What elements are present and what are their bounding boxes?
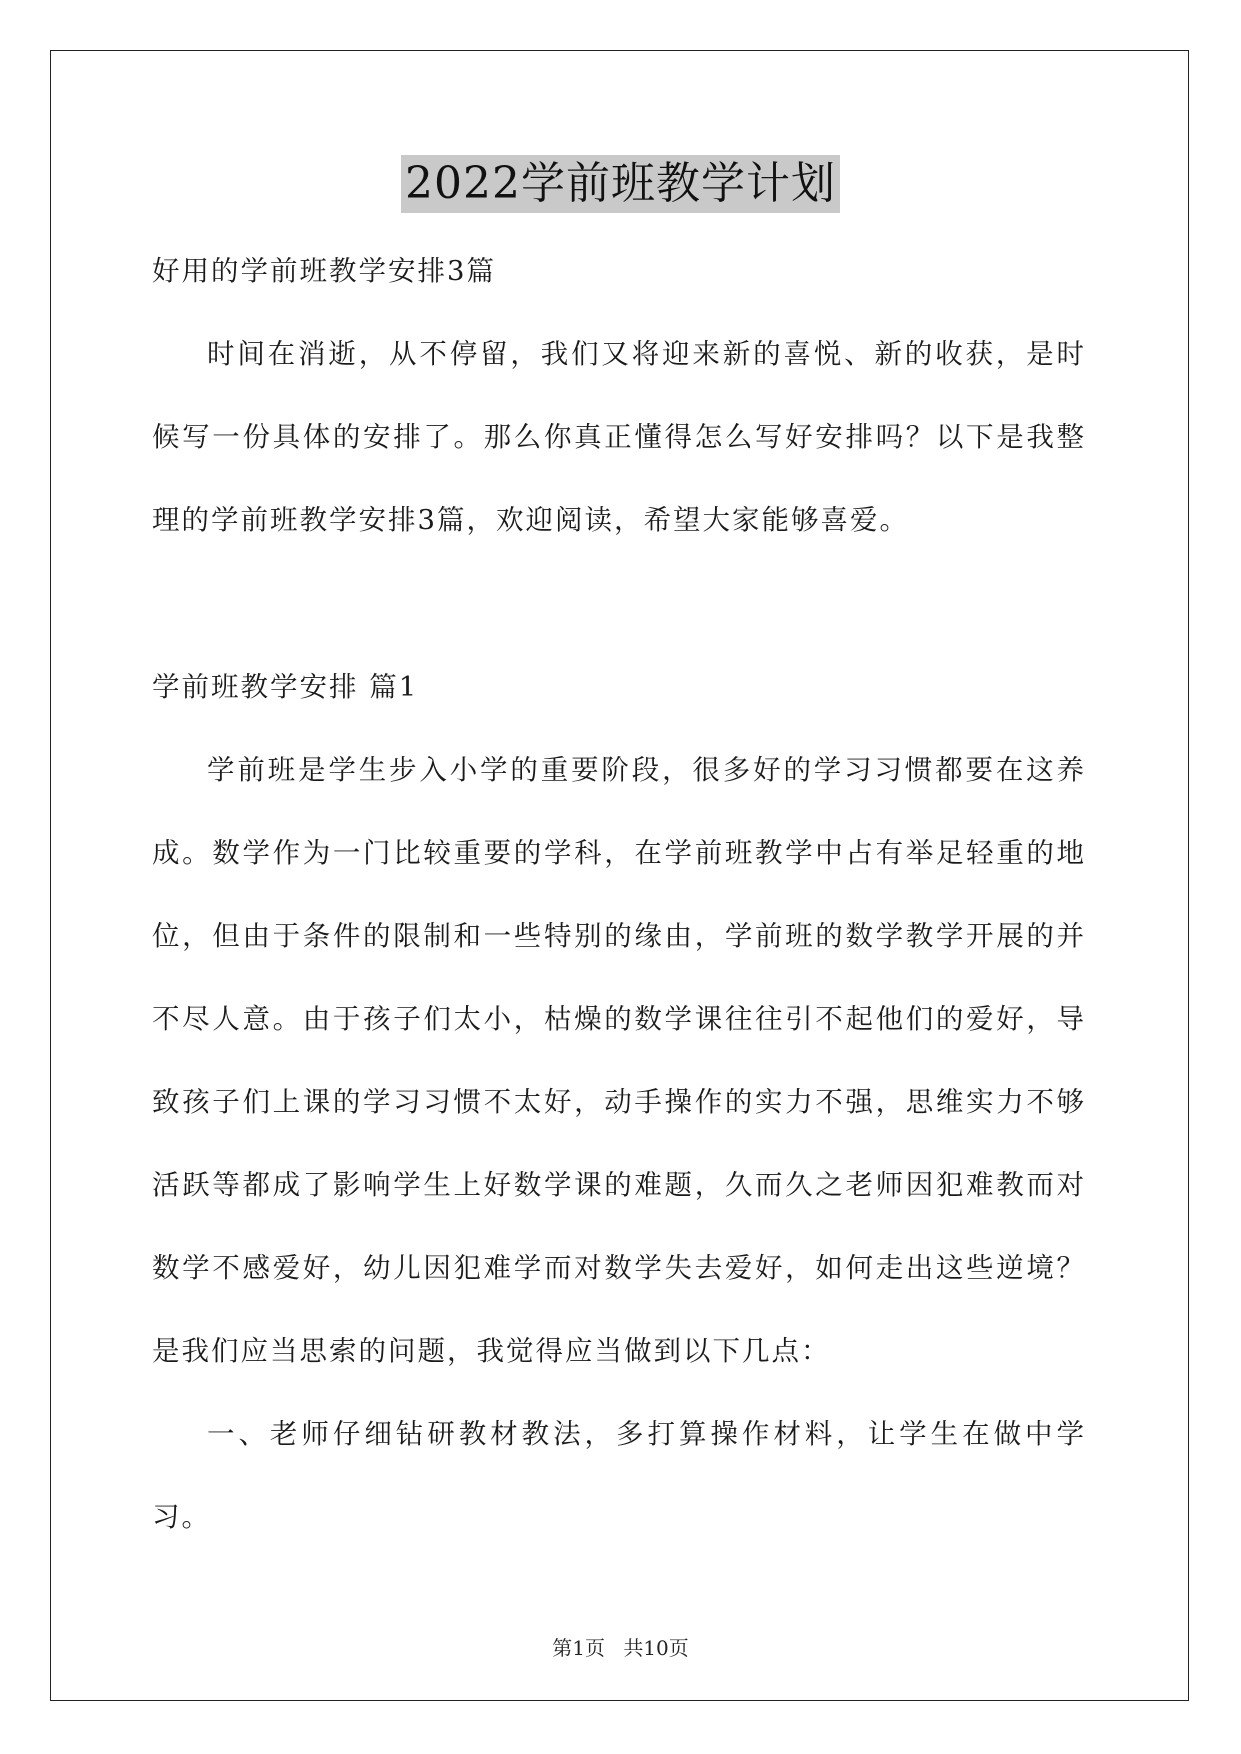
page-total: 共10页 [623, 1636, 689, 1660]
page-number: 第1页 [552, 1636, 605, 1660]
page-footer [0, 1632, 1241, 1661]
section-paragraph: 学前班是学生步入小学的重要阶段，很多好的学习习惯都要在这养成。数学作为一门比较重要的学科，在学前班教学中占有举足轻重的地位，但由于条件的限制和一些特别的缘由，学前班的数学教学开展的并不尽人意。由于孩子们太小，枯燥的数学课往往引不起他们的爱好，导致孩子们上课的学习习惯不太好，动手操作的实力不强，思维实力不够活跃等都成了影响学生上好数学课的难题，久而久之老师因犯难教而对数学不感爱好，幼儿因犯难学而对数学失去爱好，如何走出这些逆境？是我们应当思索的问题，我觉得应当做到以下几点： [152, 754, 1086, 1367]
section-paragraph: 一、老师仔细钻研教材教法，多打算操作材料，让学生在做中学习。 [152, 1418, 1086, 1533]
section-spacer [152, 562, 1086, 646]
document-title: 2022学前班教学计划 [401, 155, 840, 213]
section-heading: 学前班教学安排 篇1 [152, 671, 419, 703]
intro-paragraph: 时间在消逝，从不停留，我们又将迎来新的喜悦、新的收获，是时候写一份具体的安排了。那么你真正懂得怎么写好安排吗？以下是我整理的学前班教学安排3篇，欢迎阅读，希望大家能够喜爱。 [152, 338, 1086, 536]
document-subtitle: 好用的学前班教学安排3篇 [152, 255, 496, 287]
document-body [152, 230, 1086, 1559]
title-container [0, 155, 1241, 213]
